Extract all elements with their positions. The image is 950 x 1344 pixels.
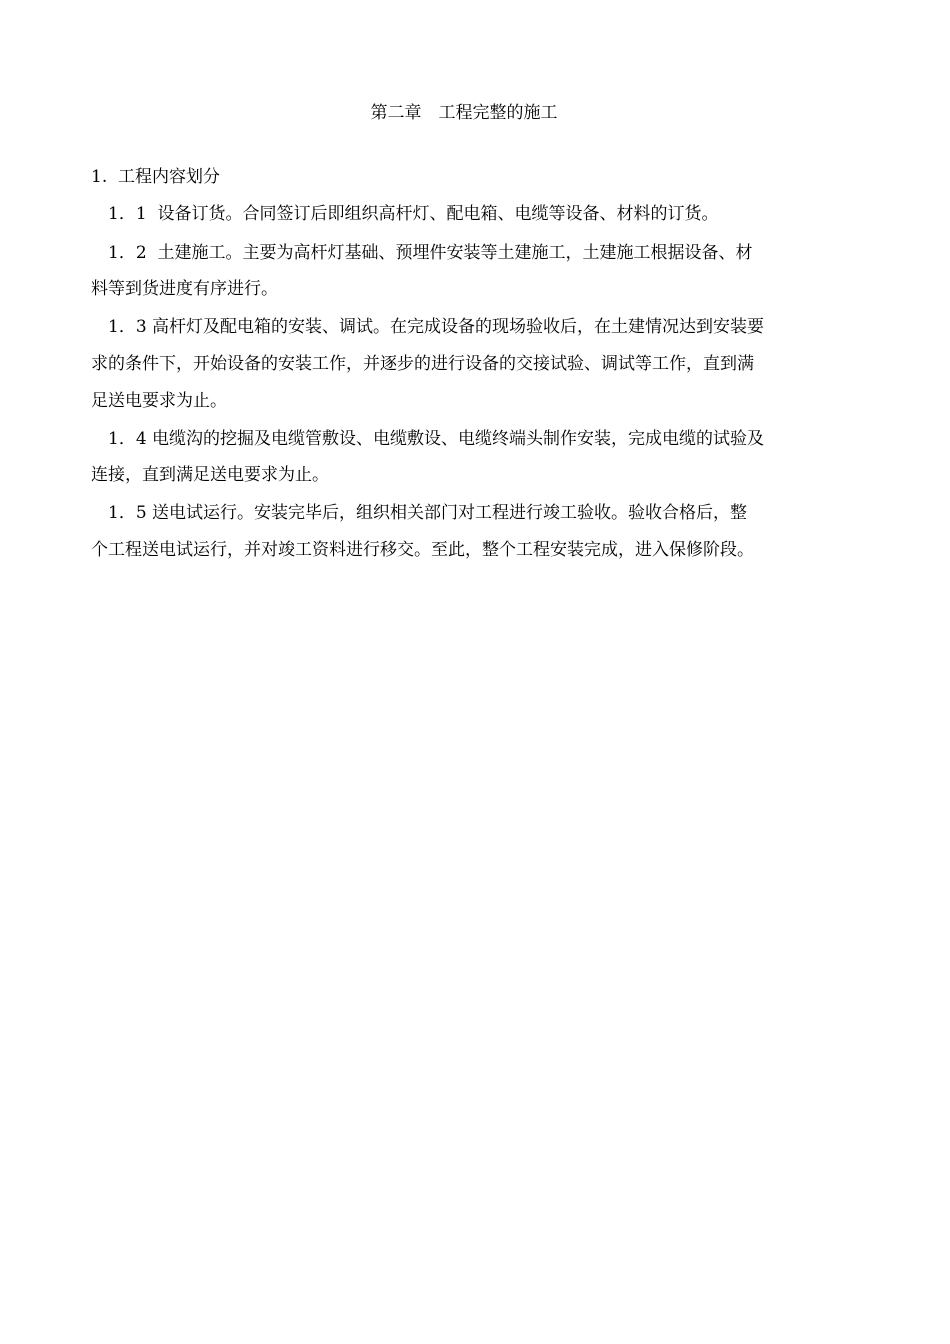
- paragraph-line: 1．2 土建施工。主要为高杆灯基础、预埋件安装等土建施工，土建施工根据设备、材: [108, 243, 753, 263]
- paragraph-line: 求的条件下，开始设备的安装工作，并逐步的进行设备的交接试验、调试等工作，直到满: [91, 354, 754, 374]
- paragraph-line: 料等到货进度有序进行。: [91, 279, 278, 299]
- paragraph-line: 连接，直到满足送电要求为止。: [91, 465, 329, 485]
- paragraph-line: 1．1 设备订货。合同签订后即组织高杆灯、配电箱、电缆等设备、材料的订货。: [108, 204, 719, 224]
- section-heading: 1. 工程内容划分: [91, 167, 221, 187]
- paragraph-line: 1．5 送电试运行。安装完毕后，组织相关部门对工程进行竣工验收。验收合格后，整: [108, 503, 748, 523]
- paragraph-line: 个工程送电试运行，并对竣工资料进行移交。至此，整个工程安装完成，进入保修阶段。: [91, 540, 754, 560]
- paragraph-line: 1．4 电缆沟的挖掘及电缆管敷设、电缆敷设、电缆终端头制作安装，完成电缆的试验及: [108, 429, 765, 449]
- paragraph-line: 1．3 高杆灯及配电箱的安装、调试。在完成设备的现场验收后，在土建情况达到安装要: [108, 317, 765, 337]
- chapter-title: 第二章 工程完整的施工: [370, 103, 558, 123]
- paragraph-line: 足送电要求为止。: [91, 391, 227, 411]
